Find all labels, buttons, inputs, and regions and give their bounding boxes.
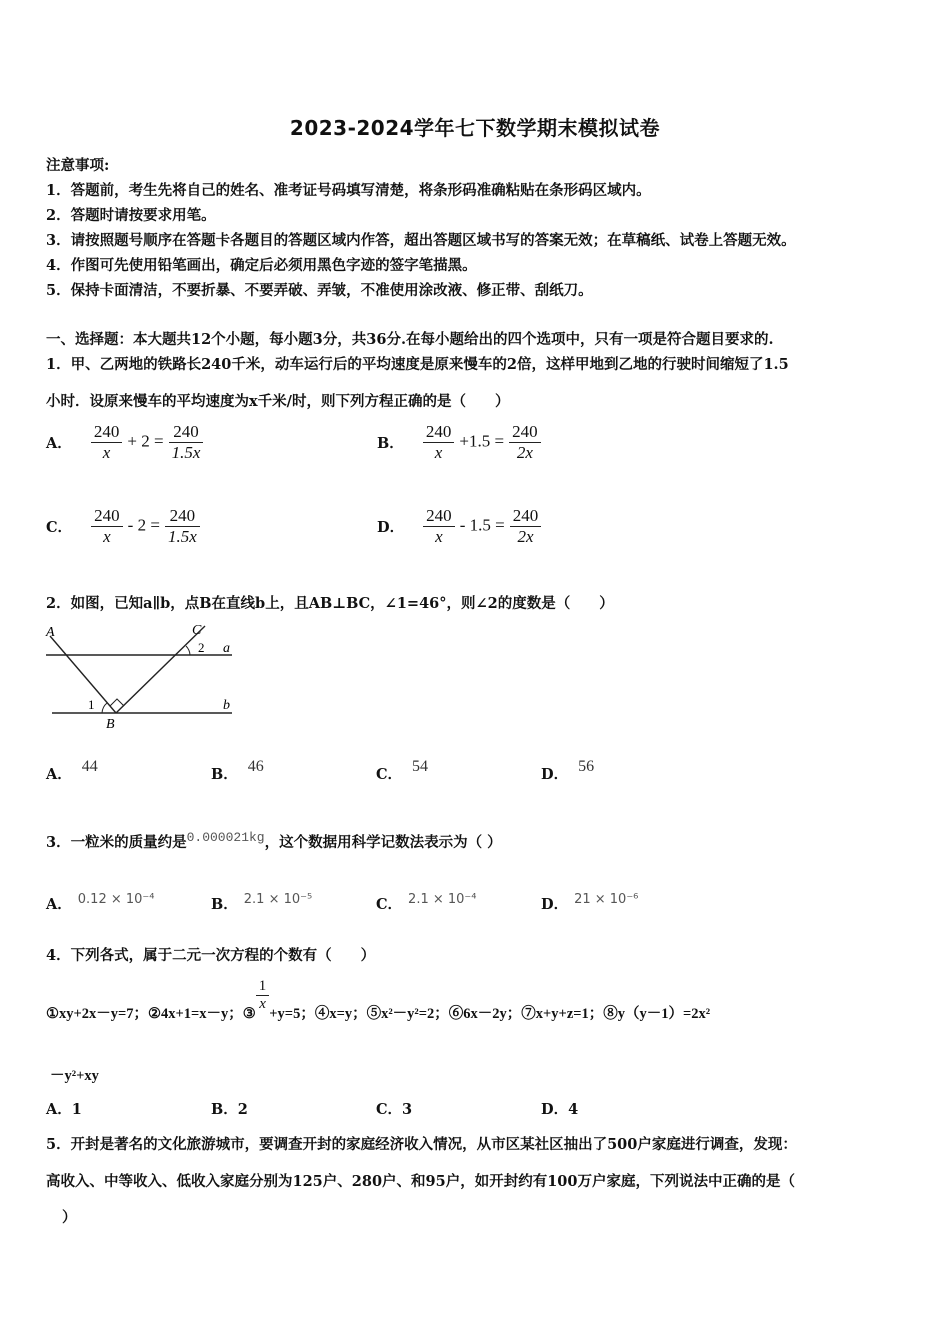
label-angle-1: 1 <box>88 697 95 712</box>
denominator: x <box>103 527 111 546</box>
segment-ab <box>50 636 116 713</box>
q1-option-b[interactable] <box>377 422 541 463</box>
q4-option-d[interactable] <box>541 1098 578 1119</box>
denominator: 1.5x <box>167 527 197 546</box>
numerator: 240 <box>169 422 204 443</box>
q2-option-b[interactable] <box>211 758 264 784</box>
option-value: 46 <box>247 758 264 775</box>
option-label: D． <box>541 766 569 783</box>
q4-option-a[interactable] <box>46 1098 82 1119</box>
question-5-line1: 5．开封是著名的文化旅游城市，要调查开封的家庭经济收入情况，从市区某社区抽出了500户家庭进行调查，发现： <box>46 1136 797 1153</box>
question-3-suffix: ，这个数据用科学记数法表示为（ ） <box>264 834 502 851</box>
fraction <box>509 422 541 463</box>
parallel-lines-figure <box>40 618 240 733</box>
option-label: D． <box>541 896 569 913</box>
denominator: x <box>102 443 111 462</box>
question-1-line1: 1．甲、乙两地的铁路长240千米，动车运行后的平均速度是原来慢车的2倍，这样甲地到乙地的行驶时间缩短了1.5 <box>46 356 789 373</box>
label-line-a: a <box>223 641 230 656</box>
option-label: B． <box>211 896 238 913</box>
notes-heading: 注意事项: <box>46 157 110 174</box>
q3-option-a[interactable] <box>46 893 154 914</box>
fraction <box>91 506 123 547</box>
fraction <box>165 506 200 547</box>
option-value: 21 × 10⁻⁶ <box>574 892 639 907</box>
option-label: B． <box>211 766 238 783</box>
rice-mass-value: 0.000021kg <box>186 830 265 845</box>
numerator: 240 <box>91 422 123 443</box>
note-item: 3．请按照题号顺序在答题卡各题目的答题区域内作答，超出答题区域书写的答案无效；在草稿纸、试卷上答题无效。 <box>46 232 796 249</box>
label-angle-2: 2 <box>198 640 205 655</box>
question-4-text: 4．下列各式，属于二元一次方程的个数有（ ） <box>46 947 376 964</box>
denominator: 1.5x <box>171 443 201 462</box>
numerator: 240 <box>423 506 455 527</box>
segment-bc <box>116 626 205 713</box>
right-angle-mark <box>110 699 124 706</box>
question-4-equations-cont: －y²+xy <box>50 1068 99 1084</box>
q1-option-d[interactable] <box>377 506 541 547</box>
numerator: 240 <box>165 506 200 527</box>
question-4-equations <box>46 978 711 1022</box>
fraction <box>91 422 123 463</box>
question-1-line2: 小时．设原来慢车的平均速度为x千米/时，则下列方程正确的是（ ） <box>46 393 510 410</box>
angle-2-arc <box>186 646 190 655</box>
option-label: A． <box>46 896 72 913</box>
option-value: 56 <box>578 758 595 775</box>
question-3-text <box>46 831 502 852</box>
equations-part-1: ①xy+2x－y=7；②4x+1=x－y；③ <box>46 1006 256 1022</box>
numerator: 240 <box>91 506 123 527</box>
option-value: 0.12 × 10⁻⁴ <box>77 892 155 907</box>
denominator: 2x <box>516 443 533 462</box>
option-label: D． <box>541 1101 569 1118</box>
question-5-line2: 高收入、中等收入、低收入家庭分别为125户、280户、和95户，如开封约有100万户家庭，下列说法中正确的是（ <box>46 1173 795 1190</box>
option-label: B． <box>211 1101 238 1118</box>
question-5-line3: ） <box>62 1209 77 1226</box>
q3-option-c[interactable] <box>376 893 477 914</box>
label-line-b: b <box>223 698 230 713</box>
option-label: C． <box>376 896 403 913</box>
option-value: 54 <box>412 758 429 775</box>
fraction <box>510 506 542 547</box>
option-value: 3 <box>402 1101 413 1118</box>
q3-option-b[interactable] <box>211 893 312 914</box>
operator: + 2 = <box>127 431 164 451</box>
operator: - 1.5 = <box>459 515 505 535</box>
denominator: x <box>259 996 266 1012</box>
option-label: C． <box>376 766 403 783</box>
q2-option-c[interactable] <box>376 758 429 784</box>
equations-part-2: +y=5；④x=y；⑤x²－y²=2；⑥6x－2y；⑦x+y+z=1；⑧y（y－1）=2x² <box>269 1006 711 1022</box>
q4-option-b[interactable] <box>211 1098 248 1119</box>
note-item: 1．答题前，考生先将自己的姓名、准考证号码填写清楚，将条形码准确粘贴在条形码区域内。 <box>46 182 651 199</box>
denominator: x <box>435 527 443 546</box>
option-value: 2.1 × 10⁻⁴ <box>408 892 477 907</box>
fraction <box>423 422 455 463</box>
question-2-text: 2．如图，已知a∥b，点B在直线b上，且AB⊥BC，∠1=46°，则∠2的度数是（ ） <box>46 595 614 612</box>
q1-option-a[interactable] <box>46 422 203 463</box>
fraction <box>169 422 204 463</box>
option-value: 4 <box>568 1101 579 1118</box>
option-label: A． <box>46 435 72 452</box>
q2-option-d[interactable] <box>541 758 595 784</box>
fraction-1-over-x <box>256 978 270 1013</box>
option-value: 2 <box>237 1101 248 1118</box>
angle-1-arc <box>102 703 107 713</box>
note-item: 4．作图可先使用铅笔画出，确定后必须用黑色字迹的签字笔描黑。 <box>46 257 477 274</box>
option-label: B． <box>377 435 404 452</box>
numerator: 240 <box>510 506 542 527</box>
numerator: 1 <box>256 978 270 996</box>
label-c-point: C <box>192 623 202 638</box>
operator: +1.5 = <box>459 431 505 451</box>
fraction <box>423 506 455 547</box>
option-label: A． <box>46 1101 72 1118</box>
q2-option-a[interactable] <box>46 758 98 784</box>
note-item: 5．保持卡面清洁，不要折暴、不要弄破、弄皱，不准使用涂改液、修正带、刮纸刀。 <box>46 282 593 299</box>
note-item: 2．答题时请按要求用笔。 <box>46 207 216 224</box>
operator: - 2 = <box>127 515 160 535</box>
denominator: 2x <box>517 527 534 546</box>
q3-option-d[interactable] <box>541 893 638 914</box>
label-a-point: A <box>46 625 55 640</box>
option-label: C． <box>46 519 73 536</box>
page-title: 2023-2024学年七下数学期末模拟试卷 <box>289 116 661 140</box>
question-3-prefix: 3．一粒米的质量约是 <box>46 834 187 851</box>
option-value: 2.1 × 10⁻⁵ <box>243 892 313 907</box>
option-label: A． <box>46 766 72 783</box>
option-label: D． <box>377 519 405 536</box>
numerator: 240 <box>423 422 455 443</box>
option-label: C． <box>376 1101 403 1118</box>
option-value: 44 <box>81 758 98 775</box>
numerator: 240 <box>509 422 541 443</box>
section-heading: 一、选择题：本大题共12个小题，每小题3分，共36分.在每小题给出的四个选项中，只有一项是符合题目要求的. <box>46 331 774 348</box>
denominator: x <box>434 443 443 462</box>
option-value: 1 <box>71 1101 82 1118</box>
q1-option-c[interactable] <box>46 506 200 547</box>
label-b-point: B <box>106 717 115 732</box>
q4-option-c[interactable] <box>376 1098 412 1119</box>
